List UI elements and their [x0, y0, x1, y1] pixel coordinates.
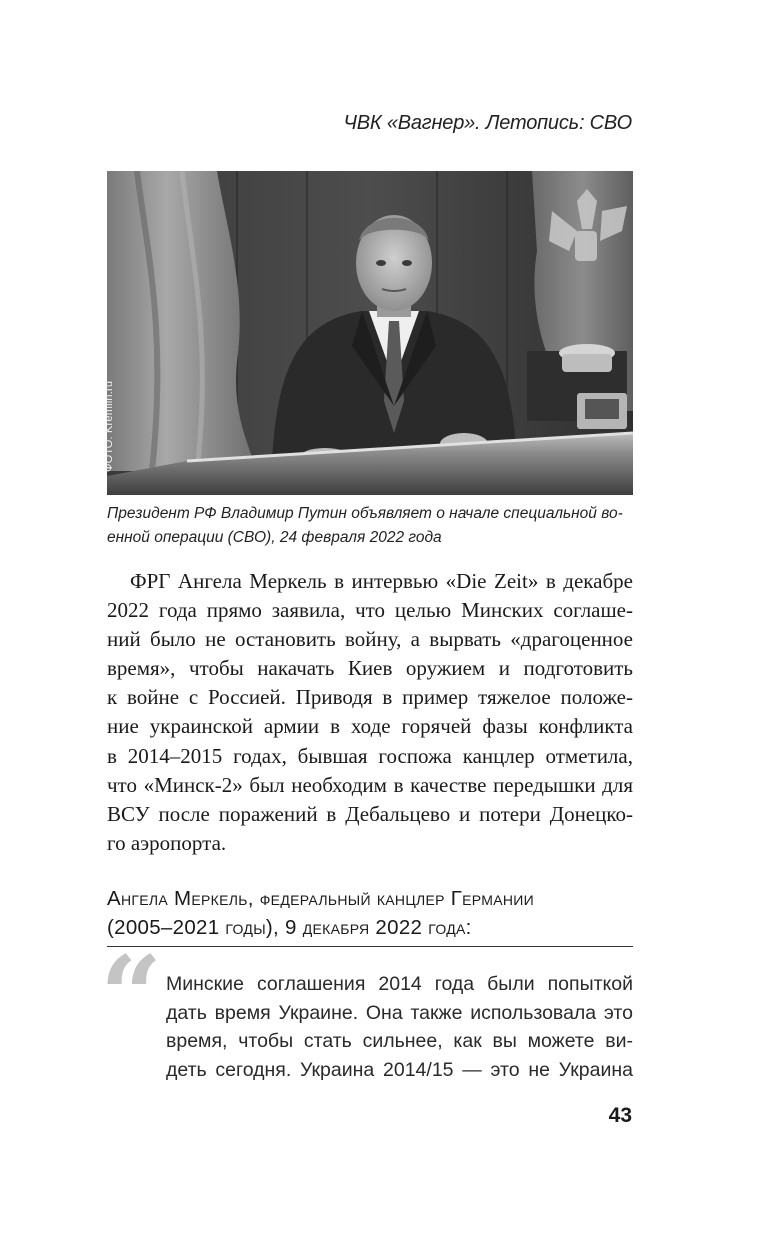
photo [107, 171, 633, 495]
page-number: 43 [608, 1104, 632, 1127]
quote-text [166, 970, 633, 1085]
body-line: что «Минск-2» был необходим в качестве передышки для [107, 772, 633, 797]
body-line: ВСУ после поражений в Дебальцево и потери Донецко- [107, 801, 633, 826]
quote-heading-line: (2005–2021 годы), 9 декабря 2022 года: [107, 916, 472, 939]
body-line: к войне с Россией. Приводя в пример тяжелое положе- [107, 685, 633, 710]
quote-heading-line: Ангела Меркель, федеральный канцлер Германии [107, 887, 534, 910]
caption-line: Президент РФ Владимир Путин объявляет о начале специальной во- [107, 505, 623, 522]
photo-illustration [107, 171, 633, 495]
body-line: 2022 года прямо заявила, что целью Минских соглаше- [107, 598, 633, 623]
caption-line: енной операции (СВО), 24 февраля 2022 года [107, 529, 442, 546]
photo-credit: ФОТО: Kremlin.ru [103, 380, 115, 472]
body-line: время», чтобы накачать Киев оружием и подготовить [107, 656, 633, 681]
quotation-mark-icon: “ [100, 933, 163, 1059]
quote-line: дать время Украине. Она также использовала это [166, 1001, 633, 1024]
body-line: в 2014–2015 годах, бывшая госпожа канцлер отметила, [107, 743, 633, 768]
body-line: ФРГ Ангела Меркель в интервью «Die Zeit» в декабре [130, 569, 633, 593]
quote-line: деть сегодня. Украина 2014/15 — это не Украина [166, 1059, 633, 1082]
figure-caption [107, 502, 633, 550]
running-title: ЧВК «Вагнер». Летопись: СВО [343, 112, 632, 134]
quote-line: время, чтобы стать сильнее, как вы можете ви- [166, 1030, 633, 1053]
body-line: ние украинской армии в ходе горячей фазы конфликта [107, 714, 633, 739]
body-line: го аэропорта. [107, 830, 227, 855]
quote-heading [107, 884, 633, 942]
divider [107, 946, 633, 947]
body-line: ний было не остановить войну, а вырвать «драгоценное [107, 627, 633, 652]
body-paragraph [107, 567, 633, 858]
quote-line: Минские соглашения 2014 года были попыткой [166, 973, 633, 995]
